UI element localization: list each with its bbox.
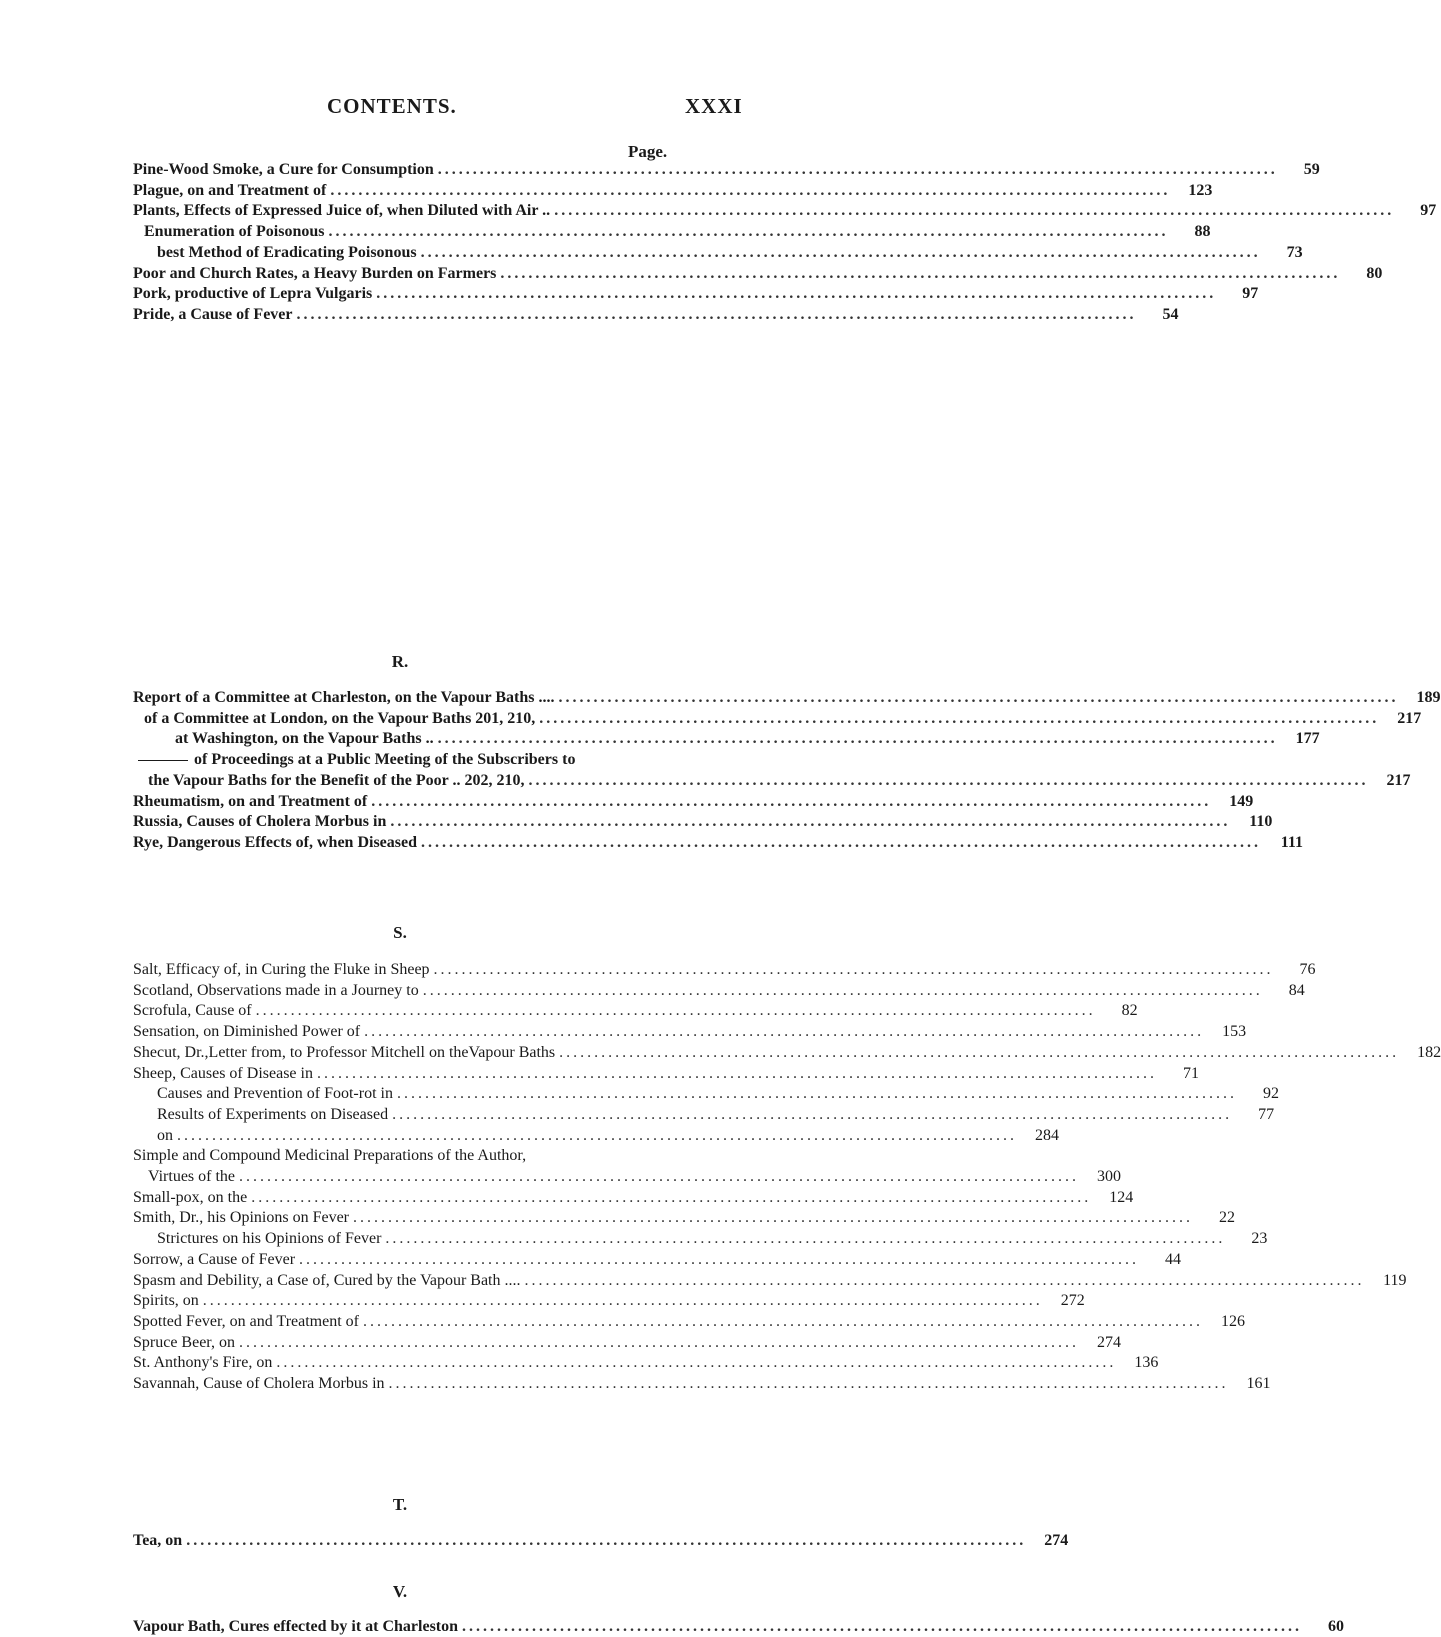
entry-title: of Proceedings at a Public Meeting of the Subscribers to [194, 751, 576, 769]
section-letter: V. [392, 1582, 408, 1601]
entry-page-number: 177 [1295, 730, 1320, 748]
contents-entry [133, 1146, 668, 1166]
dot-leader: ........................................................................................................................ [385, 1230, 1226, 1248]
entry-title: Scrofula, Cause of [133, 1002, 252, 1020]
entry-title: Small-pox, on the [133, 1188, 248, 1206]
entry-title: Spasm and Debility, a Case of, Cured by the Vapour Bath .... [133, 1271, 521, 1289]
dot-leader: ........................................................................................................................ [559, 1043, 1400, 1061]
contents-entry [133, 1126, 1059, 1146]
dot-leader: ........................................................................................................................ [255, 1002, 1096, 1020]
entry-title: at Washington, on the Vapour Baths .. [175, 730, 434, 748]
entry-title: Shecut, Dr.,Letter from, to Professor Mitchell on theVapour Baths [133, 1043, 556, 1061]
entry-title: Simple and Compound Medicinal Preparations of the Author, [133, 1147, 527, 1165]
dot-leader: ........................................................................................................................ [251, 1188, 1092, 1206]
entry-page-number: 182 [1417, 1043, 1441, 1061]
dot-leader: ........................................................................................................................ [392, 1105, 1233, 1123]
entry-page-number: 60 [1328, 1618, 1345, 1635]
entry-title: Tea, on [133, 1532, 183, 1549]
entry-page-number: 123 [1188, 181, 1213, 199]
entry-title: Pride, a Cause of Fever [133, 305, 293, 323]
entry-page-number: 217 [1397, 709, 1422, 727]
dot-leader: ........................................................................................................................ [388, 1375, 1229, 1392]
running-title: CONTENTS. [327, 94, 457, 118]
contents-entry [133, 833, 1304, 853]
entry-page-number: 274 [1044, 1532, 1069, 1549]
entry-title: Pine-Wood Smoke, a Cure for Consumption [133, 161, 434, 178]
dot-leader: ........................................................................................................................ [353, 1209, 1194, 1227]
dot-leader: ........................................................................................................................ [554, 202, 1395, 220]
contents-entry [133, 1531, 1069, 1551]
page-header [0, 94, 800, 120]
contents-entry [133, 1001, 1138, 1021]
entry-title: Plants, Effects of Expressed Juice of, when Diluted with Air .. [133, 202, 551, 220]
ditto-rule [138, 760, 188, 761]
dot-leader: ........................................................................................................................ [328, 223, 1169, 241]
entry-page-number: 111 [1280, 833, 1304, 851]
dot-leader: ........................................................................................................................ [420, 243, 1261, 261]
entry-title: Scotland, Observations made in a Journey to [133, 981, 419, 999]
entry-title: Salt, Efficacy of, in Curing the Fluke in Sheep [133, 961, 430, 978]
contents-entry [148, 771, 1411, 791]
dot-leader: ........................................................................................................................ [524, 1271, 1365, 1289]
contents-entry [133, 812, 1273, 832]
entry-page-number: 54 [1162, 305, 1179, 323]
entry-title: Spirits, on [133, 1292, 199, 1310]
entry-title: Russia, Causes of Cholera Morbus in [133, 813, 387, 831]
contents-entry [133, 264, 1383, 284]
entry-title: Enumeration of Poisonous [144, 223, 325, 241]
entry-title: Sensation, on Diminished Power of [133, 1023, 361, 1041]
contents-entry [133, 1229, 1268, 1249]
entry-title: best Method of Eradicating Poisonous [157, 243, 417, 261]
dot-leader: ........................................................................................................................ [239, 1333, 1079, 1351]
dot-leader: ........................................................................................................................ [528, 771, 1369, 789]
dot-leader: ........................................................................................................................ [437, 730, 1278, 748]
entry-title: the Vapour Baths for the Benefit of the Poor .. 202, 210, [148, 771, 525, 789]
entry-page-number: 161 [1246, 1375, 1271, 1392]
entry-page-number: 136 [1134, 1354, 1159, 1372]
contents-entry [133, 960, 1316, 980]
entry-page-number: 153 [1222, 1023, 1247, 1041]
section-letter: S. [393, 923, 407, 942]
dot-leader: ........................................................................................................................ [390, 813, 1231, 831]
entry-page-number: 97 [1420, 202, 1437, 220]
dot-leader: ........................................................................................................................ [186, 1532, 1027, 1549]
section-letter: R. [391, 652, 409, 671]
contents-entry [133, 181, 1213, 201]
dot-leader: ........................................................................................................................ [363, 1312, 1203, 1330]
contents-entry [133, 792, 1254, 812]
entry-title: Sorrow, a Cause of Fever [133, 1250, 296, 1268]
dot-leader: ........................................................................................................................ [433, 961, 1274, 978]
dot-leader: ........................................................................................................................ [364, 1023, 1205, 1041]
entry-page-number: 189 [1416, 689, 1441, 706]
section-letter: T. [392, 1495, 408, 1514]
entry-title: Poor and Church Rates, a Heavy Burden on Farmers [133, 264, 497, 282]
contents-entry [133, 1084, 1279, 1104]
dot-leader: ........................................................................................................................ [500, 264, 1341, 282]
entry-title: Rheumatism, on and Treatment of [133, 792, 368, 810]
entry-page-number: 73 [1286, 243, 1303, 261]
entry-page-number: 124 [1109, 1188, 1134, 1206]
entry-page-number: 274 [1097, 1333, 1121, 1351]
contents-entry [133, 243, 1303, 263]
dot-leader: ........................................................................................................................ [422, 981, 1263, 999]
entry-page-number: 59 [1303, 161, 1320, 178]
dot-leader: ........................................................................................................................ [299, 1250, 1140, 1268]
entry-title: Results of Experiments on Diseased [157, 1105, 389, 1123]
entry-title: St. Anthony's Fire, on [133, 1354, 273, 1372]
contents-entry [133, 1271, 1407, 1291]
entry-page-number: 82 [1121, 1002, 1138, 1020]
entry-page-number: 126 [1221, 1312, 1245, 1330]
dot-leader: ........................................................................................................................ [371, 792, 1212, 810]
contents-entry [133, 1617, 1345, 1637]
entry-page-number: 22 [1219, 1209, 1236, 1227]
dot-leader: ........................................................................................................................ [202, 1292, 1043, 1310]
contents-entry [133, 1043, 1441, 1063]
dot-leader: ........................................................................................................................ [558, 689, 1399, 706]
entry-title: of a Committee at London, on the Vapour Baths 201, 210, [144, 709, 536, 727]
dot-leader: ........................................................................................................................ [177, 1126, 1017, 1144]
entry-page-number: 77 [1258, 1105, 1275, 1123]
entry-title: Pork, productive of Lepra Vulgaris [133, 285, 373, 303]
contents-entry [133, 284, 1259, 304]
entry-title: Sheep, Causes of Disease in [133, 1064, 313, 1082]
contents-entry [133, 1064, 1199, 1084]
entry-page-number: 300 [1097, 1168, 1122, 1185]
dot-leader: ........................................................................................................................ [539, 709, 1380, 727]
entry-page-number: 284 [1035, 1126, 1059, 1144]
contents-entry [133, 1105, 1275, 1125]
contents-entry [133, 1208, 1236, 1228]
contents-entry [133, 1188, 1134, 1208]
entry-page-number: 76 [1299, 961, 1316, 978]
entry-page-number: 217 [1386, 771, 1411, 789]
entry-page-number: 110 [1249, 813, 1273, 831]
entry-page-number: 149 [1229, 792, 1254, 810]
dot-leader: ........................................................................................................................ [396, 1085, 1237, 1103]
contents-entry [133, 1022, 1247, 1042]
contents-entry [133, 688, 1441, 708]
dot-leader: ........................................................................................................................ [437, 161, 1278, 178]
entry-page-number: 44 [1165, 1250, 1182, 1268]
entry-page-number: 92 [1262, 1085, 1279, 1103]
entry-title: Rye, Dangerous Effects of, when Diseased [133, 833, 418, 851]
entry-title: Causes and Prevention of Foot-rot in [157, 1085, 393, 1103]
contents-entry [133, 201, 1437, 221]
contents-entry [133, 729, 1320, 749]
contents-entry [133, 1250, 1182, 1270]
entry-title: Savannah, Cause of Cholera Morbus in [133, 1375, 385, 1392]
contents-entry [133, 709, 1422, 729]
entry-title: Virtues of the [148, 1168, 236, 1185]
entry-page-number: 84 [1288, 981, 1305, 999]
entry-title: Report of a Committee at Charleston, on the Vapour Baths .... [133, 689, 555, 706]
contents-entry [133, 1353, 1159, 1373]
contents-entry [133, 981, 1305, 1001]
page-folio: XXXI [685, 94, 743, 118]
contents-entry [133, 750, 668, 770]
entry-page-number: 88 [1194, 223, 1211, 241]
contents-entry [148, 1167, 1122, 1187]
dot-leader: ........................................................................................................................ [330, 181, 1171, 199]
entry-title: Spruce Beer, on [133, 1333, 235, 1351]
entry-page-number: 272 [1060, 1292, 1085, 1310]
entry-page-number: 97 [1242, 285, 1259, 303]
entry-page-number: 23 [1251, 1230, 1268, 1248]
page-column-label: Page. [628, 142, 668, 161]
entry-title: Smith, Dr., his Opinions on Fever [133, 1209, 350, 1227]
dot-leader: ........................................................................................................................ [421, 833, 1262, 851]
entry-title: Strictures on his Opinions of Fever [157, 1230, 382, 1248]
contents-entry [133, 1312, 1245, 1332]
entry-title: Plague, on and Treatment of [133, 181, 327, 199]
dot-leader: ........................................................................................................................ [296, 305, 1137, 323]
entry-title: Spotted Fever, on and Treatment of [133, 1312, 359, 1330]
entry-page-number: 71 [1182, 1064, 1199, 1082]
entry-title: Vapour Bath, Cures effected by it at Charleston [133, 1618, 459, 1635]
contents-entry [133, 1291, 1085, 1311]
contents-entry [133, 160, 1320, 180]
contents-entry [133, 222, 1211, 242]
contents-entry [133, 1374, 1271, 1394]
dot-leader: ........................................................................................................................ [462, 1618, 1303, 1635]
dot-leader: ........................................................................................................................ [376, 285, 1217, 303]
dot-leader: ........................................................................................................................ [239, 1168, 1080, 1185]
contents-entry [133, 305, 1179, 325]
dot-leader: ........................................................................................................................ [276, 1354, 1117, 1372]
dot-leader: ........................................................................................................................ [316, 1064, 1157, 1082]
entry-page-number: 80 [1366, 264, 1383, 282]
entry-title: on [157, 1126, 173, 1144]
entry-page-number: 119 [1383, 1271, 1407, 1289]
contents-entry [133, 1333, 1121, 1353]
